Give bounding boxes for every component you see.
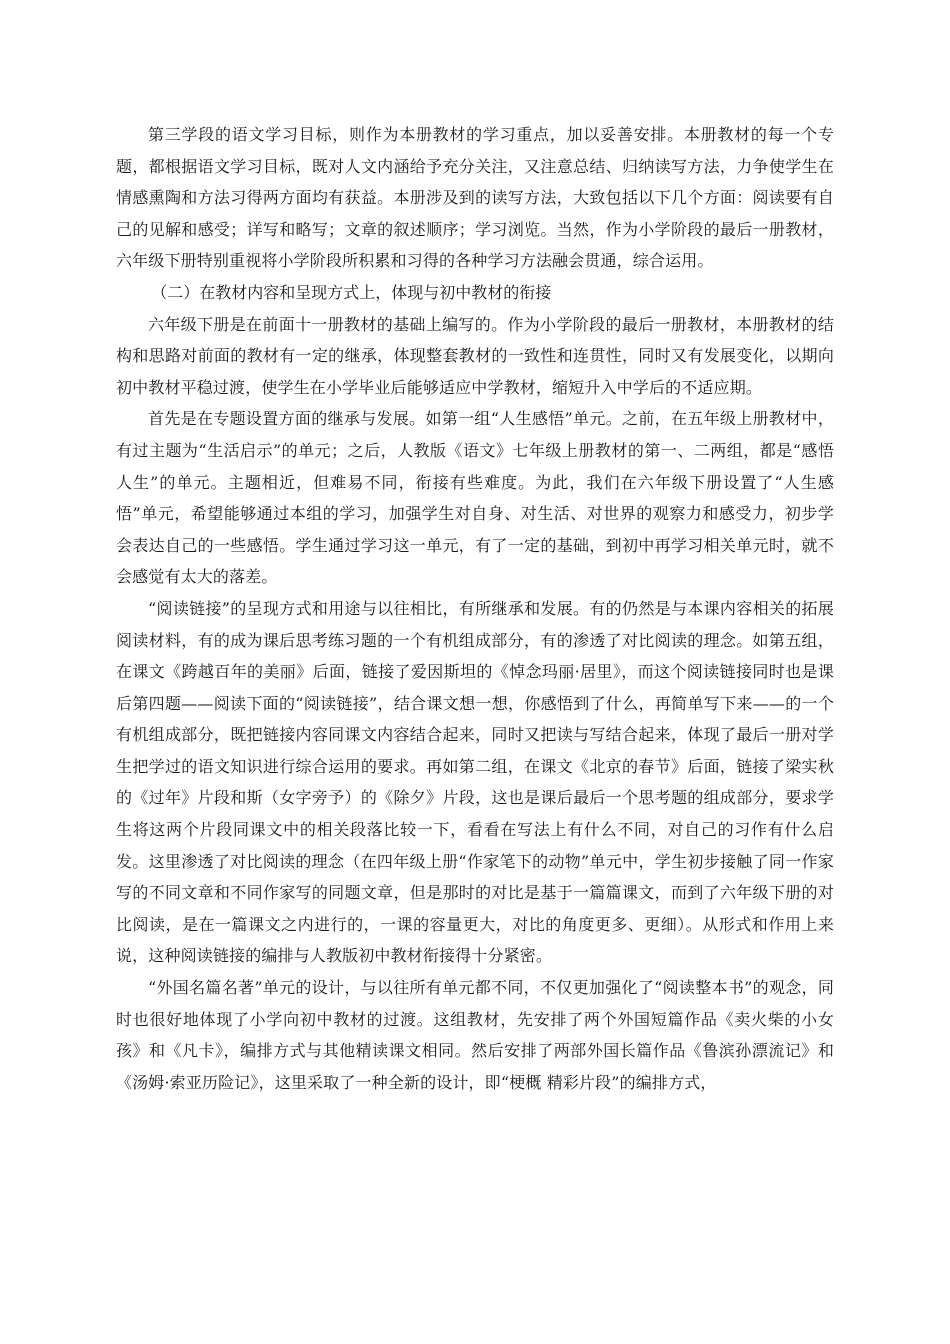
- paragraph-reading-goals: 第三学段的语文学习目标，则作为本册教材的学习重点，加以妥善安排。本册教材的每一个专题，都根据语文学习目标，既对人文内涵给予充分关注，又注意总结、归纳读写方法，力争使学生在情感熏陶和方法习得两方面均有获益。本册涉及到的读写方法，大致包括以下几个方面：阅读要有自己的见解和感受；详写和略写；文章的叙述顺序；学习浏览。当然，作为小学阶段的最后一册教材，六年级下册特别重视将小学阶段所积累和习得的各种学习方法融会贯通，综合运用。: [116, 125, 834, 271]
- paragraph-textbook-structure: 六年级下册是在前面十一册教材的基础上编写的。作为小学阶段的最后一册教材，本册教材的结构和思路对前面的教材有一定的继承，体现整套教材的一致性和连贯性，同时又有发展变化，以期向初中教材平稳过渡，使学生在小学毕业后能够适应中学教材，缩短升入中学后的不适应期。: [116, 314, 834, 397]
- paragraph-topic-setting: 首先是在专题设置方面的继承与发展。如第一组“人生感悟”单元。之前，在五年级上册教材中，有过主题为“生活启示”的单元；之后，人教版《语文》七年级上册教材的第一、二两组，都是“感悟人生”的单元。主题相近，但难易不同，衔接有些难度。为此，我们在六年级下册设置了“人生感悟”单元，希望能够通过本组的学习，加强学生对自身、对生活、对世界的观察力和感受力，初步学会表达自己的一些感悟。学生通过学习这一单元，有了一定的基础，到初中再学习相关单元时，就不会感觉有太大的落差。: [116, 409, 834, 587]
- section-heading: （二）在教材内容和呈现方式上，体现与初中教材的衔接: [151, 282, 552, 302]
- paragraph-foreign-classics: “外国名篇名著”单元的设计，与以往所有单元都不同，不仅更加强化了“阅读整本书”的观念，同时也很好地体现了小学向初中教材的过渡。这组教材，先安排了两个外国短篇作品《卖火柴的小女孩》和《凡卡》，编排方式与其他精读课文相同。然后安排了两部外国长篇作品《鲁滨孙漂流记》和《汤姆·索亚历险记》，这里采取了一种全新的设计，即“梗概 精彩片段”的编排方式，: [116, 978, 834, 1092]
- document-page: [116, 119, 834, 1098]
- paragraph-reading-links: “阅读链接”的呈现方式和用途与以往相比，有所继承和发展。有的仍然是与本课内容相关的拓展阅读材料，有的成为课后思考练习题的一个有机组成部分，有的渗透了对比阅读的理念。如第五组，在课文《跨越百年的美丽》后面，链接了爱因斯坦的《悼念玛丽·居里》，而这个阅读链接同时也是课后第四题——阅读下面的“阅读链接”，结合课文想一想，你感悟到了什么，再简单写下来——的一个有机组成部分，既把链接内容同课文内容结合起来，同时又把读与写结合起来，体现了最后一册对学生把学过的语文知识进行综合运用的要求。再如第二组，在课文《北京的春节》后面，链接了梁实秋的《过年》片段和斯（女字旁予）的《除夕》片段，这也是课后最后一个思考题的组成部分，要求学生将这两个片段同课文中的相关段落比较一下，看看在写法上有什么不同，对自己的习作有什么启发。这里渗透了对比阅读的理念（在四年级上册“作家笔下的动物”单元中，学生初步接触了同一作家写的不同文章和不同作家写的同题文章，但是那时的对比是基于一篇篇课文，而到了六年级下册的对比阅读，是在一篇课文之内进行的，一课的容量更大，对比的角度更多、更细）。从形式和作用上来说，这种阅读链接的编排与人教版初中教材衔接得十分紧密。: [116, 598, 834, 966]
